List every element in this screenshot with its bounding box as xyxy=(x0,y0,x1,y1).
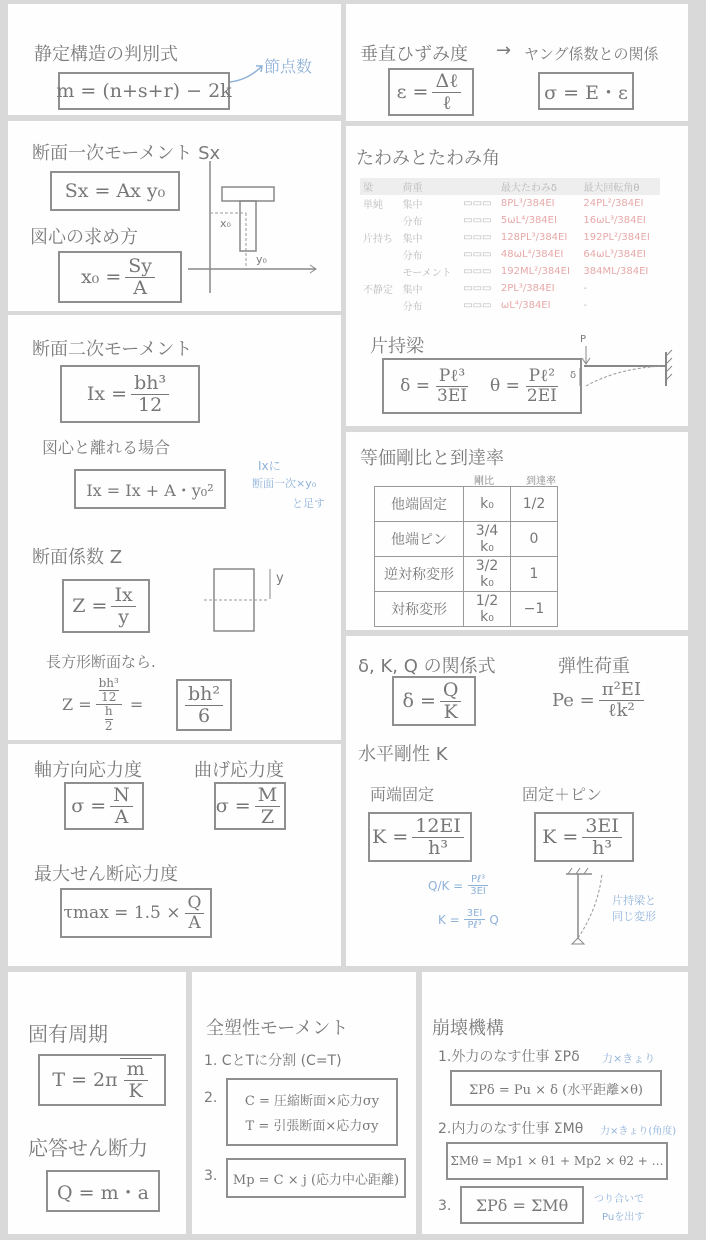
formula-lhs: Z = xyxy=(72,595,108,617)
denominator: A xyxy=(188,912,201,933)
numerator: Q xyxy=(185,894,205,914)
table-row: 不静定 集中 ▭▭▭ 2PL³/384EI - xyxy=(360,280,660,297)
formula-rectangle xyxy=(62,677,147,733)
formula-box: Mp = C × j (応力中心距離) xyxy=(226,1158,406,1198)
heading: 静定構造の判別式 xyxy=(34,44,178,65)
deflection-table xyxy=(360,178,660,314)
formula-lhs: ε = xyxy=(396,81,429,103)
t-section-diagram xyxy=(188,161,328,301)
denominator: y xyxy=(118,605,129,628)
table-row: 分布 ▭▭▭ 48ωL⁴/384EI 64ωL³/384EI xyxy=(360,246,660,263)
heading: δ, K, Q の関係式 xyxy=(358,656,496,677)
beam-icon: ▭▭▭ xyxy=(463,266,492,277)
table-header: 荷重 xyxy=(402,183,423,194)
table-row: 分布 ▭▭▭ 5ωL⁴/384EI 16ωL³/384EI xyxy=(360,212,660,229)
panel-deflection xyxy=(346,126,688,426)
formula-box: ΣPδ = Pu × δ (水平距離×θ) xyxy=(450,1070,662,1106)
table-row: 対称変形 1/2 k₀ −1 xyxy=(375,592,558,627)
formula-box xyxy=(214,782,286,830)
table-row: 片持ち 集中 ▭▭▭ 128PL³/384EI 192PL²/384EI xyxy=(360,229,660,246)
table-row: 他端ピン 3/4 k₀ 0 xyxy=(375,522,558,557)
heading: 水平剛性 K xyxy=(358,744,448,765)
heading: たわみとたわみ角 xyxy=(356,148,500,169)
panel-plastic-moment xyxy=(192,972,416,1234)
formula-lhs: θ = xyxy=(490,376,520,396)
formula-lhs: σ = xyxy=(71,795,107,817)
formula-c: C = 圧縮断面×応力σy xyxy=(244,1094,380,1109)
formula-lhs: K = xyxy=(542,826,579,848)
numerator: bh³ xyxy=(131,373,169,395)
label-y: y xyxy=(276,571,284,586)
heading: 両端固定 xyxy=(370,785,435,804)
annotation-formula: Q/K = $\frac{\text{Pℓ³}}{3EI}$ xyxy=(428,874,493,897)
formula-lhs: δ = xyxy=(402,690,436,712)
annotation: Ixに xyxy=(258,459,281,473)
numerator: Sy xyxy=(125,256,155,278)
panel-stiffness-ratio xyxy=(346,432,688,630)
panel-collapse-mechanism xyxy=(422,972,688,1234)
column-header: 剛比 xyxy=(474,476,494,487)
denominator: 12 xyxy=(138,393,163,416)
formula-box xyxy=(60,888,212,938)
numerator: m xyxy=(124,1059,148,1081)
beam-icon: ▭▭▭ xyxy=(463,300,492,311)
denominator: K xyxy=(443,700,458,723)
table-header: 最大たわみδ xyxy=(500,183,558,194)
beam-icon: ▭▭▭ xyxy=(463,198,492,209)
numerator: bh² xyxy=(185,684,223,706)
numerator: Q xyxy=(440,680,462,702)
formula-lhs: K = xyxy=(372,826,409,848)
formula-lhs: T = 2π xyxy=(52,1069,118,1091)
heading: 最大せん断応力度 xyxy=(34,864,178,885)
annotation: 力×きょり xyxy=(602,1052,656,1065)
formula-lhs: Z = xyxy=(62,695,92,715)
panel-second-moment xyxy=(8,315,341,740)
step-number: 3. xyxy=(204,1168,218,1184)
denominator: A xyxy=(114,805,129,828)
heading: 断面係数 Z xyxy=(32,547,123,568)
annotation: Puを出す xyxy=(602,1212,645,1223)
heading: 応答せん断力 xyxy=(28,1136,148,1160)
formula-lhs: Pe = xyxy=(552,689,595,711)
formula-box xyxy=(64,782,144,830)
label-p: P xyxy=(580,334,587,345)
formula-box xyxy=(62,579,150,633)
table-row: 逆対称変形 3/2 k₀ 1 xyxy=(375,557,558,592)
table-row: 分布 ▭▭▭ ωL⁴/384EI - xyxy=(360,297,660,314)
heading: 片持梁 xyxy=(370,336,424,357)
formula-box xyxy=(226,1078,398,1146)
formula-box xyxy=(534,812,634,862)
formula-box: σ = E・ε xyxy=(538,72,634,110)
formula-box: ΣMθ = Mp1 × θ1 + Mp2 × θ2 + … xyxy=(446,1142,668,1180)
denominator: 2EI xyxy=(526,385,557,406)
formula-box: Ix = Ix + A・y₀² xyxy=(74,469,226,509)
numerator: bh³ xyxy=(98,676,119,690)
table-row: 他端固定 k₀ 1/2 xyxy=(375,487,558,522)
denominator: 6 xyxy=(197,704,211,727)
denominator: K xyxy=(128,1080,143,1102)
heading: 等価剛比と到達率 xyxy=(360,448,504,469)
label-x0: x₀ xyxy=(220,217,231,230)
frame-diagram xyxy=(558,872,618,946)
formula-box xyxy=(392,676,476,726)
formula-lhs: τmax = 1.5 × xyxy=(63,903,181,923)
table-row: 単純 集中 ▭▭▭ 8PL³/384EI 24PL²/384EI xyxy=(360,195,660,212)
numerator: Pℓ³ xyxy=(436,367,468,387)
annotation: 力×きょり(角度) xyxy=(600,1126,677,1137)
annotation: と足す xyxy=(292,497,325,510)
panel-first-moment xyxy=(8,121,341,311)
beam-icon: ▭▭▭ xyxy=(463,249,492,260)
numerator: h xyxy=(104,704,113,719)
annotation-formula: K = $\frac{3EI}{\text{Pℓ³}}$ Q xyxy=(438,908,499,931)
formula-box xyxy=(176,679,232,731)
step-number: 3. xyxy=(438,1198,452,1214)
heading: ヤング係数との関係 xyxy=(524,45,659,63)
table-row: モーメント ▭▭▭ 192ML²/384EI 384ML/384EI xyxy=(360,263,660,280)
panel-static-determinacy xyxy=(8,4,341,115)
panel-natural-period xyxy=(8,972,186,1234)
arrow-icon xyxy=(228,60,268,86)
step-text: 1.外力のなす仕事 ΣPδ xyxy=(438,1049,580,1065)
heading: 図心の求め方 xyxy=(30,227,138,248)
formula-box xyxy=(388,68,474,116)
formula-box xyxy=(38,1054,166,1106)
formula-lhs: σ = xyxy=(215,795,251,817)
denominator: 3EI xyxy=(437,385,467,406)
equals: = xyxy=(129,695,144,715)
denominator: h³ xyxy=(592,836,612,859)
heading: 弾性荷重 xyxy=(558,656,630,677)
annotation: 断面一次×y₀ xyxy=(252,477,317,490)
panel-strain xyxy=(346,4,688,121)
stiffness-table xyxy=(374,486,558,627)
denominator: 2 xyxy=(104,718,113,733)
heading: 断面一次モーメント Sx xyxy=(32,143,221,164)
beam-icon: ▭▭▭ xyxy=(463,283,492,294)
heading: 固定＋ピン xyxy=(522,785,603,804)
label-y0: y₀ xyxy=(256,253,267,266)
label-delta: δ xyxy=(570,370,577,381)
denominator: 12 xyxy=(101,690,117,705)
formula-box: Q = m・a xyxy=(46,1170,160,1212)
table-header xyxy=(460,178,498,195)
denominator: Z xyxy=(260,805,275,828)
denominator: h³ xyxy=(428,836,448,859)
step-text: 2.内力のなす仕事 ΣMθ xyxy=(438,1121,584,1137)
formula-box xyxy=(58,251,182,303)
heading: 固有周期 xyxy=(28,1022,108,1046)
numerator: 3EI xyxy=(582,816,621,838)
annotation: つり合いで xyxy=(594,1194,644,1205)
formula-box: Sx = Ax y₀ xyxy=(50,171,180,211)
heading: 図心と離れる場合 xyxy=(42,438,171,457)
heading: 崩壊機構 xyxy=(432,1018,504,1039)
annotation: 同じ変形 xyxy=(612,910,656,923)
panel-stress xyxy=(8,744,341,966)
heading: 全塑性モーメント xyxy=(206,1018,349,1039)
numerator: 12EI xyxy=(412,816,464,838)
column-header: 到達率 xyxy=(526,476,556,487)
beam-icon: ▭▭▭ xyxy=(463,215,492,226)
formula-euler xyxy=(552,680,648,721)
table-header: 梁 xyxy=(363,183,373,194)
denominator: A xyxy=(133,276,147,299)
numerator: N xyxy=(110,785,133,807)
numerator: Ix xyxy=(111,585,135,607)
numerator: Δℓ xyxy=(432,71,461,93)
formula-box xyxy=(60,365,200,423)
formula-box xyxy=(368,812,472,862)
heading: 曲げ応力度 xyxy=(194,760,284,781)
cantilever-diagram xyxy=(578,346,674,406)
numerator: M xyxy=(255,785,280,807)
heading: 断面二次モーメント xyxy=(32,339,193,360)
panel-lateral-stiffness xyxy=(346,636,688,966)
formula-box: ΣPδ = ΣMθ xyxy=(460,1186,584,1224)
denominator: ℓk² xyxy=(608,699,635,721)
heading: 長方形断面なら. xyxy=(46,653,156,671)
step-text: 1. CとTに分割 (C=T) xyxy=(204,1053,342,1069)
denominator: ℓ xyxy=(442,91,452,114)
heading: 垂直ひずみ度 xyxy=(360,44,468,65)
formula-lhs: x₀ = xyxy=(80,266,122,288)
formula-box: m = (n+s+r) − 2k xyxy=(58,72,230,110)
formula-lhs: δ = xyxy=(400,376,431,396)
numerator: π²EI xyxy=(599,680,644,701)
formula-lhs: Ix = xyxy=(86,383,128,405)
formula-box xyxy=(382,358,582,414)
annotation: 節点数 xyxy=(264,57,313,76)
table-header: 最大回転角θ xyxy=(583,183,640,194)
beam-icon: ▭▭▭ xyxy=(463,232,492,243)
heading: 軸方向応力度 xyxy=(34,760,142,781)
step-number: 2. xyxy=(204,1090,218,1106)
numerator: Pℓ² xyxy=(526,367,558,387)
arrow-icon: → xyxy=(496,40,512,61)
formula-t: T = 引張断面×応力σy xyxy=(245,1119,379,1134)
annotation: 片持梁と xyxy=(612,894,656,907)
